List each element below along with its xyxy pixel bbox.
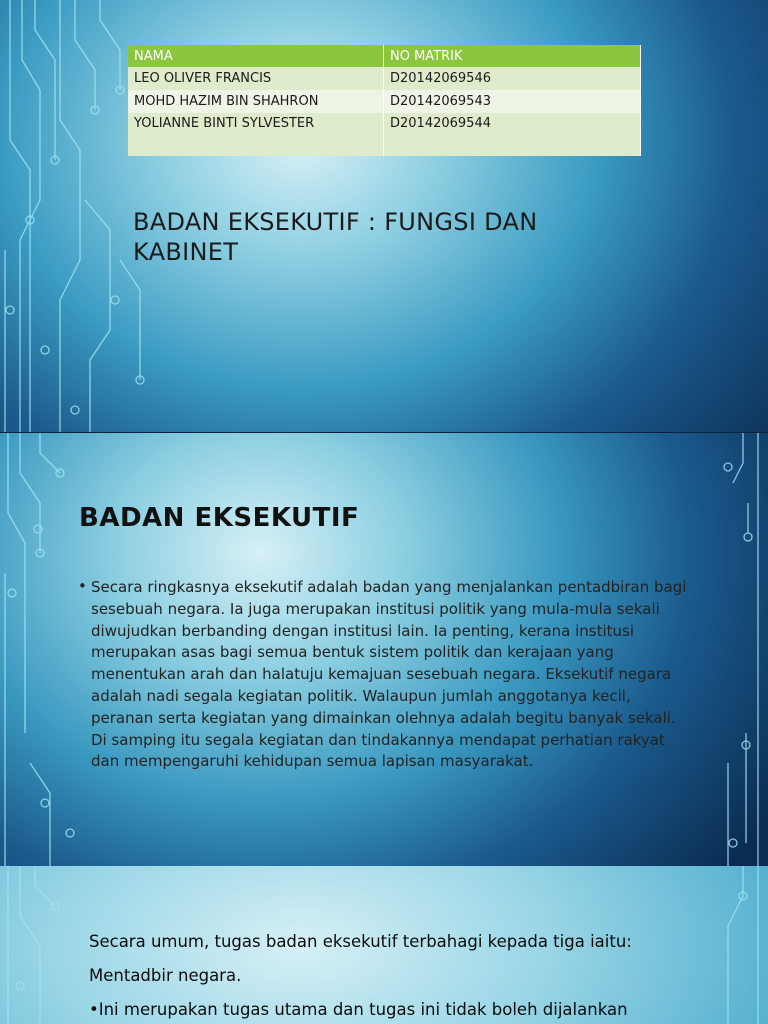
circuit-decoration-right bbox=[708, 866, 768, 1024]
slide-1-title bbox=[133, 207, 613, 267]
matric-cell: D20142069544 bbox=[384, 113, 641, 156]
slide-2-title: BADAN EKSEKUTIF bbox=[79, 503, 360, 533]
slide-3 bbox=[0, 866, 768, 1024]
slide-3-bullet: •Ini merupakan tugas utama dan tugas ini tidak boleh dijalankan bbox=[89, 1000, 628, 1019]
name-cell: YOLIANNE BINTI SYLVESTER bbox=[128, 113, 384, 156]
bullet-point bbox=[78, 577, 688, 773]
name-cell: MOHD HAZIM BIN SHAHRON bbox=[128, 90, 384, 113]
slide-3-intro: Secara umum, tugas badan eksekutif terbahagi kepada tiga iaitu: bbox=[89, 932, 632, 951]
circuit-decoration-left bbox=[0, 866, 90, 1024]
circuit-decoration-left bbox=[0, 433, 90, 866]
name-cell: LEO OLIVER FRANCIS bbox=[128, 67, 384, 90]
circuit-decoration-right bbox=[708, 433, 768, 866]
slide-3-item: Mentadbir negara. bbox=[89, 966, 242, 985]
table-row bbox=[128, 67, 641, 90]
header-nama: NAMA bbox=[128, 45, 384, 67]
bullet-text: Secara ringkasnya eksekutif adalah badan yang menjalankan pentadbiran bagi sesebuah negara. Ia juga merupakan institusi politik yang mula-mula sekali diwujudkan berbanding dengan institusi lain. Ia penting, kerana institusi merupakan asas bagi semua bentuk sistem politik dan kerajaan yang menentukan arah dan halatuju kemajuan sesebuah negara. Eksekutif negara adalah nadi segala kegiatan politik. Walaupun jumlah anggotanya kecil, peranan serta kegiatan yang dimainkan olehnya adalah begitu banyak sekali. Di samping itu segala kegiatan dan tindakannya mendapat perhatian rakyat dan mempengaruhi kehidupan semua lapisan masyarakat. bbox=[91, 578, 687, 771]
bullet-icon: • bbox=[78, 577, 87, 595]
table-row bbox=[128, 90, 641, 113]
slide-1-title-line-2: KABINET bbox=[133, 238, 239, 266]
matric-cell: D20142069546 bbox=[384, 67, 641, 90]
slide-1 bbox=[0, 0, 768, 433]
table-row bbox=[128, 113, 641, 156]
slide-1-title-line-1: BADAN EKSEKUTIF : FUNGSI DAN bbox=[133, 208, 538, 236]
matric-cell: D20142069543 bbox=[384, 90, 641, 113]
header-no-matrik: NO MATRIK bbox=[384, 45, 641, 67]
slide-2 bbox=[0, 433, 768, 866]
member-table bbox=[128, 45, 641, 156]
